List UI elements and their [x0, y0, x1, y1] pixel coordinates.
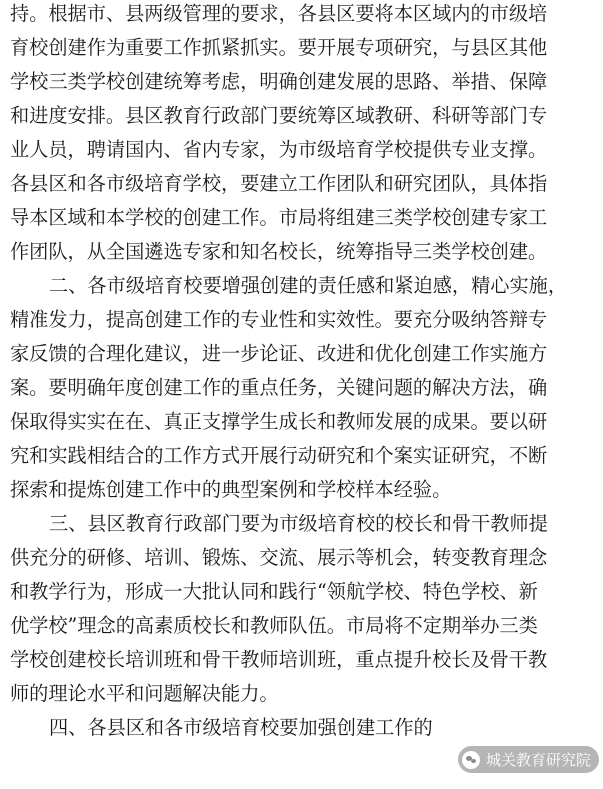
text-line-5: 业人员，聘请国内、省内专家，为市级培育学校提供专业支撑。: [10, 138, 548, 161]
watermark: [458, 746, 599, 773]
text-line-9: 二、各市级培育校要增强创建的责任感和紧迫感，精心实施，: [49, 274, 568, 297]
text-line-18: 和教学行为，形成一大批认同和践行“领航学校、特色学校、新: [10, 580, 538, 603]
text-line-14: 究和实践相结合的工作方式开展行动研究和个案实证研究，不断: [10, 444, 548, 467]
text-line-13: 保取得实实在在、真正支撑学生成长和教师发展的成果。要以研: [10, 410, 548, 433]
text-line-21: 师的理论水平和问题解决能力。: [10, 682, 279, 705]
text-line-1: 持。根据市、县两级管理的要求，各县区要将本区域内的市级培: [10, 2, 548, 25]
watermark-text: 城关教育研究院: [485, 751, 591, 769]
text-line-19: 优学校”理念的高素质校长和教师队伍。市局将不定期举办三类: [10, 614, 538, 637]
text-line-15: 探索和提炼创建工作中的典型案例和学校样本经验。: [10, 478, 452, 501]
wechat-icon: [462, 751, 480, 769]
text-line-2: 育校创建作为重要工作抓紧抓实。要开展专项研究，与县区其他: [10, 36, 548, 59]
text-line-3: 学校三类学校创建统筹考虑，明确创建发展的思路、举措、保障: [10, 70, 548, 93]
text-line-12: 案。要明确年度创建工作的重点任务，关键问题的解决方法，确: [10, 376, 548, 399]
text-line-20: 学校创建校长培训班和骨干教师培训班，重点提升校长及骨干教: [10, 648, 548, 671]
text-line-11: 家反馈的合理化建议，进一步论证、改进和优化创建工作实施方: [10, 342, 548, 365]
text-line-8: 作团队，从全国遴选专家和知名校长，统筹指导三类学校创建。: [10, 240, 548, 263]
text-line-4: 和进度安排。县区教育行政部门要统筹区域教研、科研等部门专: [10, 104, 548, 127]
text-line-16: 三、县区教育行政部门要为市级培育校的校长和骨干教师提: [49, 512, 548, 535]
text-line-6: 各县区和各市级培育学校，要建立工作团队和研究团队，具体指: [10, 172, 548, 195]
text-line-7: 导本区域和本学校的创建工作。市局将组建三类学校创建专家工: [10, 206, 548, 229]
text-line-17: 供充分的研修、培训、锻炼、交流、展示等机会，转变教育理念: [10, 546, 548, 569]
text-line-22: 四、各县区和各市级培育校要加强创建工作的: [49, 716, 433, 739]
text-line-10: 精准发力，提高创建工作的专业性和实效性。要充分吸纳答辩专: [10, 308, 548, 331]
